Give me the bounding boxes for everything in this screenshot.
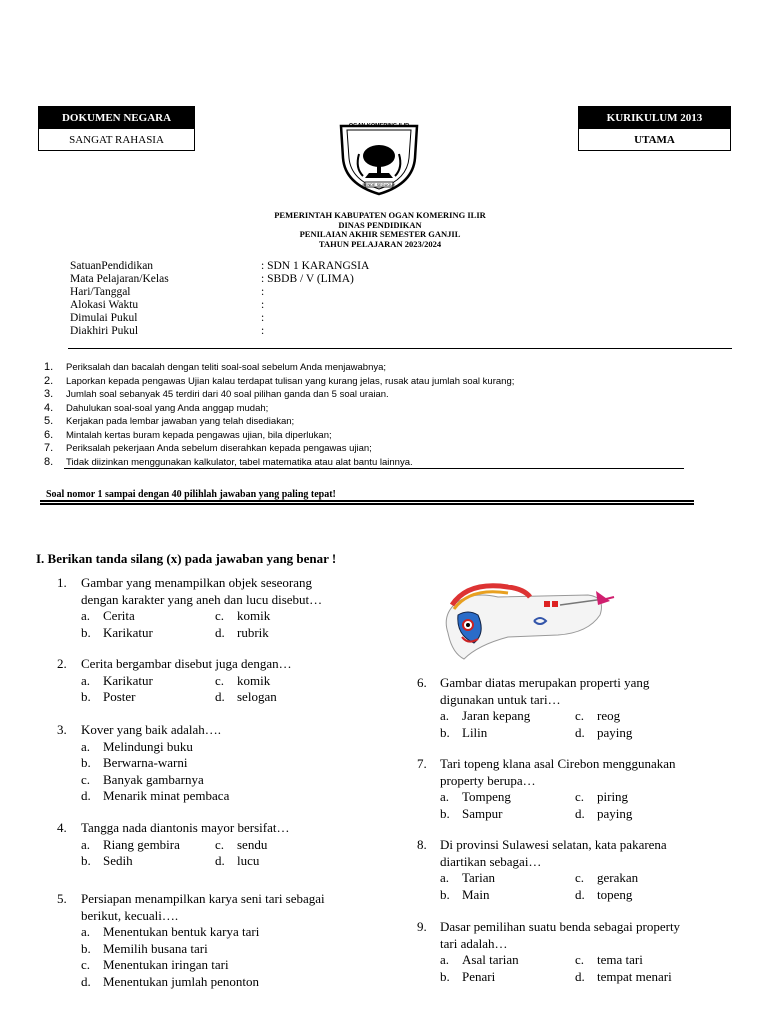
option-row: b. Sedih d. lucu (81, 853, 260, 868)
answer-option[interactable]: gerakan (597, 870, 639, 885)
answer-option[interactable]: Menentukan jumlah penonton (103, 973, 259, 989)
answer-option[interactable]: rubrik (237, 624, 269, 640)
question-3 (57, 722, 377, 805)
answer-option[interactable]: Tompeng (462, 789, 511, 804)
option-row: b. Lilin d. paying (440, 724, 633, 740)
answer-option[interactable]: Berwarna-warni (103, 755, 188, 770)
instructions-list (44, 361, 704, 469)
double-rule-bottom (40, 503, 694, 505)
question-8 (417, 837, 747, 903)
identity-value: : (261, 286, 265, 298)
question-text: tari adalah… (440, 935, 508, 951)
instruction-item: 1. Periksalah dan bacalah dengan teliti soal-soal sebelum Anda menjawabnya; (44, 361, 387, 373)
identity-label: Hari/Tanggal (70, 286, 131, 298)
answer-option[interactable]: paying (597, 805, 633, 821)
identity-label: Mata Pelajaran/Kelas (70, 273, 169, 285)
answer-option[interactable]: Karikatur (103, 672, 153, 688)
identity-label: Diakhiri Pukul (70, 325, 139, 337)
answer-option[interactable]: Sedih (103, 853, 133, 868)
divider (64, 468, 684, 469)
identity-label: Alokasi Waktu (70, 299, 139, 311)
answer-option[interactable]: Banyak gambarnya (103, 771, 204, 787)
institution-line-4: TAHUN PELAJARAN 2023/2024 (318, 238, 442, 249)
identity-value: : SBDB / V (LIMA) (261, 273, 354, 285)
answer-option[interactable]: Menentukan bentuk karya tari (103, 924, 260, 939)
question-5 (57, 891, 377, 990)
question-number: 6. (417, 675, 427, 690)
question-text: Tangga nada diantonis mayor bersifat… (81, 820, 290, 835)
option-row: a. Tarian c. gerakan (440, 870, 639, 885)
question-text: Cerita bergambar disebut juga dengan… (81, 656, 292, 671)
kuda-lumping-illustration (438, 575, 616, 665)
question-text: Persiapan menampilkan karya seni tari sebagai (81, 891, 325, 906)
question-6 (417, 675, 747, 741)
answer-option[interactable]: tema tari (597, 952, 643, 967)
curriculum-label: KURIKULUM 2013 (579, 107, 730, 129)
classification-box (38, 106, 195, 151)
answer-option[interactable]: komik (237, 672, 271, 688)
question-text: property berupa… (440, 772, 536, 788)
question-text: Gambar yang menampilkan objek seseorang (81, 575, 313, 590)
answer-option[interactable]: reog (597, 708, 621, 723)
answer-option[interactable]: Cerita (103, 608, 135, 623)
question-text: dengan karakter yang aneh dan lucu disebut… (81, 591, 323, 607)
question-number: 7. (417, 756, 427, 771)
option-row: b. Memilih busana tari (81, 940, 208, 956)
option-row: a. Tompeng c. piring (440, 789, 629, 804)
section-title: I. Berikan tanda silang (x) pada jawaban yang benar ! (36, 551, 337, 566)
answer-option[interactable]: tempat menari (597, 968, 672, 984)
identity-block (70, 260, 520, 338)
identity-label: SatuanPendidikan (70, 260, 154, 272)
option-row: a. Cerita c. komik (81, 608, 271, 623)
answer-option[interactable]: Menarik minat pembaca (103, 788, 230, 803)
option-row: a. Riang gembira c. sendu (81, 836, 268, 852)
double-rule-top (40, 500, 694, 502)
question-7 (417, 756, 747, 822)
question-text: berikut, kecuali…. (81, 907, 179, 923)
secrecy-level: SANGAT RAHASIA (69, 134, 164, 146)
identity-row (70, 286, 520, 299)
identity-row (70, 273, 520, 286)
institution-line-3: PENILAIAN AKHIR SEMESTER GANJIL (299, 229, 461, 239)
instruction-item: 4. Dahulukan soal-soal yang Anda anggap mudah; (44, 401, 269, 414)
instruction-item: 3. Jumlah soal sebanyak 45 terdiri dari 40 soal pilihan ganda dan 5 soal uraian. (44, 388, 389, 400)
question-number: 8. (417, 837, 427, 852)
answer-option[interactable]: Menentukan iringan tari (103, 957, 229, 972)
identity-row (70, 260, 520, 273)
instruction-item: 5. Kerjakan pada lembar jawaban yang telah disediakan; (44, 415, 295, 427)
answer-option[interactable]: Asal tarian (462, 952, 519, 967)
answer-option[interactable]: piring (597, 789, 629, 804)
option-row: b. Sampur d. paying (440, 805, 633, 821)
option-row: a. Karikatur c. komik (81, 672, 271, 688)
institution-header (180, 211, 580, 249)
logo-text-bottom: BENDE SEGUGUK (362, 183, 396, 187)
question-1 (57, 575, 377, 641)
identity-label: Dimulai Pukul (70, 312, 138, 324)
answer-option[interactable]: Main (462, 886, 490, 902)
option-row: a. Menentukan bentuk karya tari (81, 924, 260, 939)
institution-line-1: PEMERINTAH KABUPATEN OGAN KOMERING ILIR (274, 210, 486, 220)
answer-option[interactable]: Sampur (462, 805, 503, 821)
option-row: a. Asal tarian c. tema tari (440, 952, 643, 967)
option-row: c. Banyak gambarnya (81, 771, 204, 787)
option-row: b. Karikatur d. rubrik (81, 624, 269, 640)
option-row: d. Menentukan jumlah penonton (81, 973, 259, 989)
instruction-item: 2. Laporkan kepada pengawas Ujian kalau terdapat tulisan yang kurang jelas, rusak atau jumlah soal kurang; (44, 374, 515, 387)
answer-option[interactable]: Penari (462, 968, 496, 984)
question-text: Dasar pemilihan suatu benda sebagai property (440, 919, 681, 934)
option-row: a. Jaran kepang c. reog (440, 708, 621, 723)
answer-option[interactable]: Jaran kepang (462, 708, 531, 723)
option-row: b. Penari d. tempat menari (440, 968, 672, 984)
question-text: Kover yang baik adalah…. (81, 722, 222, 737)
instruction-item: 7. Periksalah pekerjaan Anda sebelum diserahkan kepada pengawas ujian; (44, 442, 372, 454)
option-row: b. Berwarna-warni (81, 755, 188, 770)
identity-value: : (261, 312, 265, 324)
answer-option[interactable]: komik (237, 608, 271, 623)
answer-option[interactable]: Riang gembira (103, 836, 180, 852)
identity-value: : SDN 1 KARANGSIA (261, 260, 370, 272)
answer-option[interactable]: Memilih busana tari (103, 940, 208, 956)
answer-option[interactable]: topeng (597, 886, 633, 902)
answer-option[interactable]: Lilin (462, 724, 488, 740)
answer-option[interactable]: Poster (103, 689, 136, 704)
question-text: digunakan untuk tari… (440, 691, 561, 707)
answer-option[interactable]: paying (597, 724, 633, 740)
option-row: b. Poster d. selogan (81, 689, 277, 704)
answer-option[interactable]: Tarian (462, 870, 496, 885)
question-number: 4. (57, 820, 67, 835)
identity-row (70, 299, 520, 312)
institution-line-2: DINAS PENDIDIKAN (338, 219, 422, 230)
question-2 (57, 656, 377, 706)
question-number: 1. (57, 575, 67, 590)
identity-value: : (261, 325, 265, 337)
question-number: 5. (57, 891, 67, 906)
instruction-item: 8. Tidak diizinkan menggunakan kalkulator, tabel matematika atau alat bantu lainnya. (44, 455, 413, 468)
answer-option[interactable]: sendu (237, 836, 268, 852)
curriculum-box (578, 106, 731, 151)
question-number: 9. (417, 919, 427, 934)
option-row: a. Melindungi buku (81, 738, 193, 754)
package-label: UTAMA (634, 134, 675, 146)
question-text: diartikan sebagai… (440, 853, 542, 869)
identity-row (70, 312, 520, 325)
option-row: c. Menentukan iringan tari (81, 957, 229, 972)
question-number: 2. (57, 656, 67, 671)
option-row: b. Main d. topeng (440, 886, 633, 902)
answer-option[interactable]: selogan (237, 689, 277, 704)
answer-note: Soal nomor 1 sampai dengan 40 pilihlah jawaban yang paling tepat! (46, 489, 336, 500)
identity-row (70, 325, 520, 338)
document-classification: DOKUMEN NEGARA (39, 107, 194, 129)
question-4 (57, 820, 377, 870)
question-text: Gambar diatas merupakan properti yang (440, 675, 650, 690)
instruction-item: 6. Mintalah kertas buram kepada pengawas ujian, bila diperlukan; (44, 428, 332, 441)
answer-option[interactable]: Karikatur (103, 624, 153, 640)
question-text: Tari topeng klana asal Cirebon menggunakan (440, 756, 676, 771)
question-9 (417, 919, 747, 985)
logo-text-top: OGAN KOMERING ILIR (348, 123, 410, 129)
answer-option[interactable]: Melindungi buku (103, 738, 193, 754)
answer-option[interactable]: lucu (237, 853, 260, 868)
divider (68, 348, 732, 349)
question-text: Di provinsi Sulawesi selatan, kata pakarena (440, 837, 667, 852)
question-number: 3. (57, 722, 67, 737)
identity-value: : (261, 299, 265, 311)
option-row: d. Menarik minat pembaca (81, 788, 230, 803)
